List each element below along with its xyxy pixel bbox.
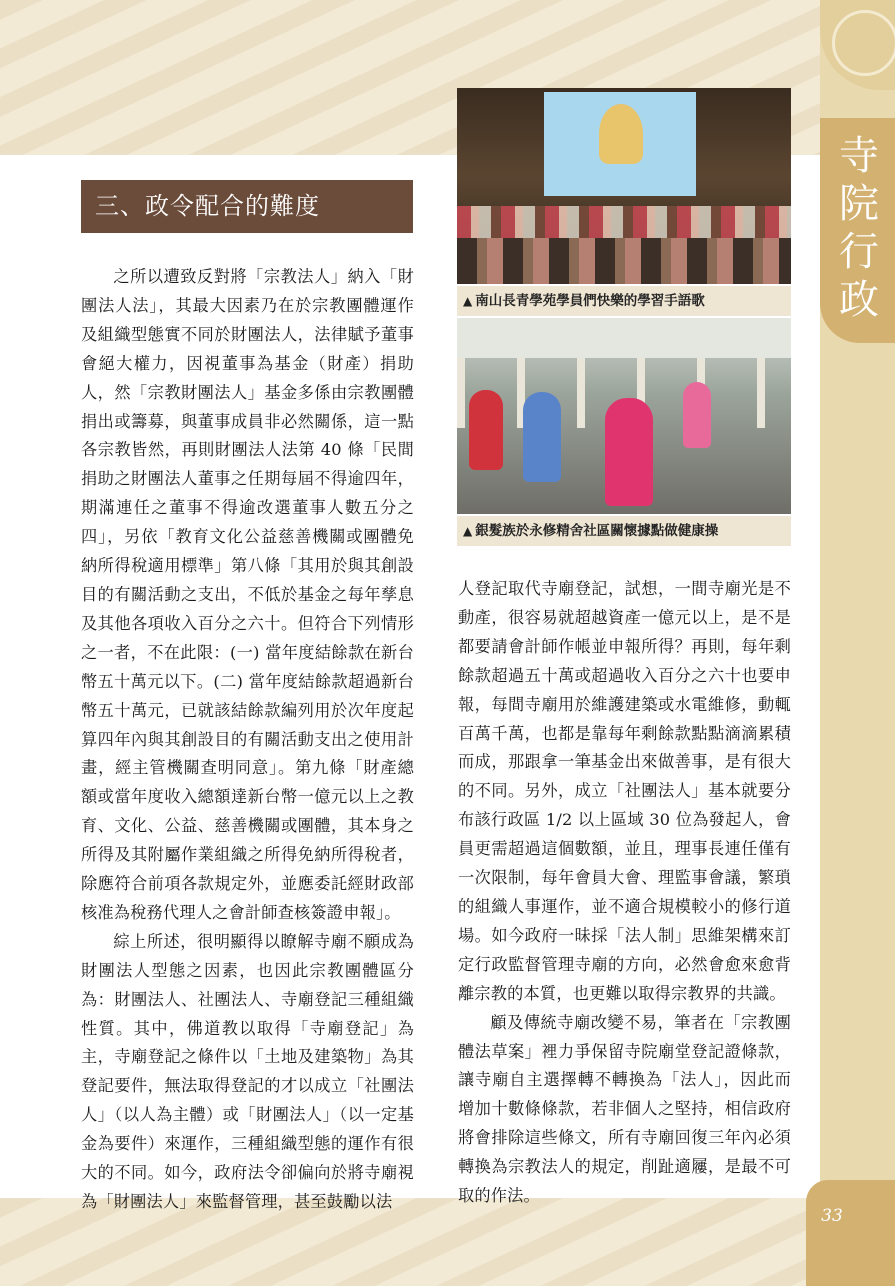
page-number: 33 (821, 1206, 843, 1226)
projection-screen (544, 92, 696, 196)
paragraph: 綜上所述，很明顯得以瞭解寺廟不願成為財團法人型態之因素，也因此宗教團體區分為：財團法人、社團法人、寺廟登記三種組織性質。其中，佛道教以取得「寺廟登記」為主，寺廟登記之條件以「土地及建築物」為其登記要件，無法取得登記的才以成立「社團法人」（以人為主體）或「財團法人」（以一定基金為要件）來運作，三種組織型態的運作有很大的不同。如今，政府法令卻偏向於將寺廟視為「財團法人」來監督管理，甚至鼓勵以法 (81, 931, 414, 1211)
person (469, 390, 503, 470)
person (523, 392, 561, 482)
caption-text: 南山長青學苑學員們快樂的學習手語歌 (475, 293, 705, 309)
photo-exercise-seniors (457, 318, 791, 514)
crowd (457, 238, 791, 284)
photo-caption (457, 516, 791, 546)
section-heading: 三、政令配合的難度 (81, 180, 413, 233)
paragraph: 人登記取代寺廟登記，試想，一間寺廟光是不動產，很容易就超越資產一億元以上，是不是都要請會計師作帳並申報所得？再則，每年剩餘款超過五十萬或超過收入百分之六十也要申報，每間寺廟用於維護建築或水電維修，動輒百萬千萬，也都是靠每年剩餘款點點滴滴累積而成，那跟拿一筆基金出來做善事，是有很大的不同。另外，成立「社團法人」基本就要分布該行政區 1/2 以上區域 30 位為發起人，會員更需超過這個數額，並且，理事長連任僅有一次限制，每年會員大會、理監事會議，繁瑣的組織人事運作，並不適合規模較小的修行道場。如今政府一昧採「法人制」思維架構來訂定行政監督管理寺廟的方向，必然會愈來愈背離宗教的本質，也更難以取得宗教界的共識。 (458, 579, 791, 1003)
paragraph: 之所以遭致反對將「宗教法人」納入「財團法人法」，其最大因素乃在於宗教團體運作及組織型態實不同於財團法人，法律賦予董事會絕大權力，因視董事為基金（財產）捐助人，然「宗教財團法人」基金多係由宗教團體捐出或籌募，與董事成員非必然關係，這一點各宗教皆然，再則財團法人法第 40 條「民間捐助之財團法人董事之任期每屆不得逾四年，期滿連任之董事不得逾改選董事人數五分之四」，另依「教育文化公益慈善機關或團體免納所得稅適用標準」第八條「其用於與其創設目的有關活動之支出，不低於基金之每年孳息及其他各項收入百分之六十。但符合下列情形之一者，不在此限：(一) 當年度結餘款在新台幣五十萬元以下。(二) 當年度結餘款超過新台幣五十萬元，已就該結餘款編列用於次年度起算四年內與其創設目的有關活動支出之使用計畫，經主管機關查明同意」。第九條「財產總額或當年度收入總額達新台幣一億元以上之教育、文化、公益、慈善機關或團體，其本身之所得及其附屬作業組織之所得免納所得稅者，除應符合前項各款規定外，並應委託經財政部核准為稅務代理人之會計師查核簽證申報」。 (81, 267, 414, 922)
triangle-icon: ▲ (463, 294, 473, 308)
caption-text: 銀髮族於永修精舍社區關懷據點做健康操 (475, 523, 719, 539)
roof (457, 318, 791, 358)
paragraph: 顧及傳統寺廟改變不易，筆者在「宗教團體法草案」裡力爭保留寺院廟堂登記證條款，讓寺廟自主選擇轉不轉換為「法人」，因此而增加十數條條款，若非個人之堅持，相信政府將會排除這些條文，所有寺廟回復三年內必須轉換為宗教法人的規定，削趾適屨，是最不可取的作法。 (458, 1012, 791, 1206)
person (605, 398, 653, 506)
right-column (458, 575, 791, 1211)
photo-sign-language-class (457, 88, 791, 284)
triangle-icon: ▲ (463, 524, 473, 538)
photo-caption (457, 286, 791, 316)
left-column (81, 263, 414, 1217)
section-label: 寺院行政 (839, 133, 879, 323)
person (683, 382, 711, 448)
page-number-tab (806, 1180, 895, 1286)
